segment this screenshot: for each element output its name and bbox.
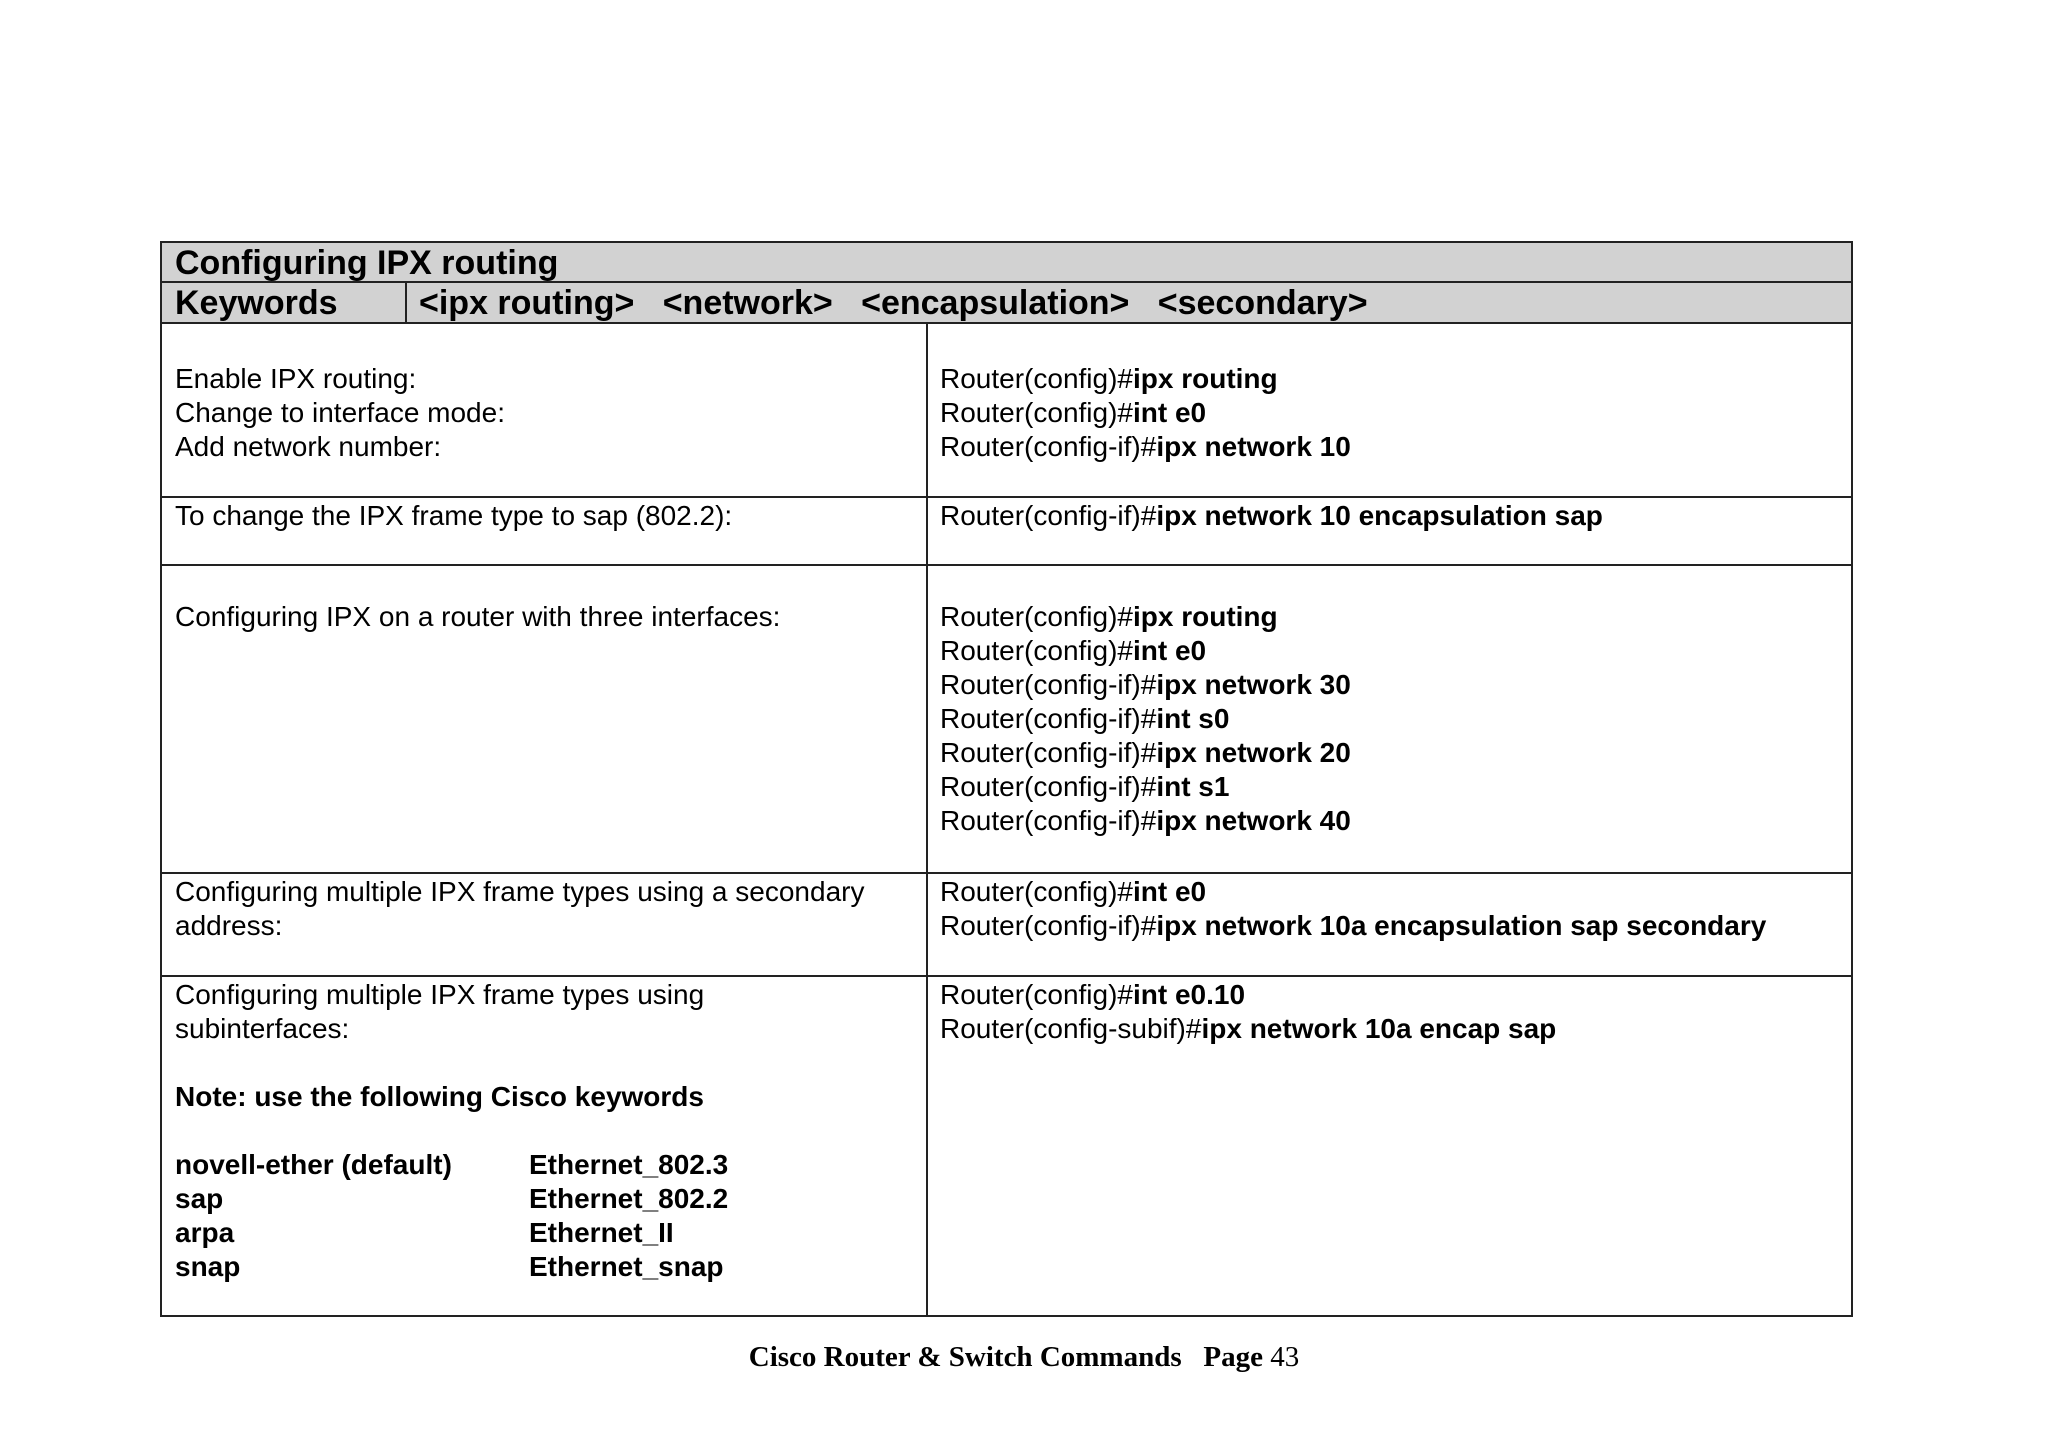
command-prompt: Router(config-if)# [940,669,1157,700]
encap-keyword: arpa [175,1217,235,1248]
description-line: Configuring multiple IPX frame types using [175,979,705,1010]
command-text: ipx network 10 [1156,431,1351,462]
command-line [940,1012,1851,1046]
command-line [940,634,1851,668]
command-prompt: Router(config-if)# [940,703,1157,734]
command-prompt: Router(config-if)# [940,737,1157,768]
table-row [162,977,1851,1315]
command-text: ipx network 30 [1156,669,1351,700]
command-prompt: Router(config)# [940,979,1133,1010]
ipx-routing-table [160,241,1853,1317]
command-prompt: Router(config)# [940,397,1133,428]
frame-type: Ethernet_snap [529,1251,724,1282]
footer-page-label: Page [1203,1341,1263,1373]
encap-keyword: novell-ether (default) [175,1149,452,1180]
list-item [175,1148,916,1182]
command-text: ipx network 10a encap sap [1201,1013,1557,1044]
command-line [940,804,1851,838]
command-cell [928,566,1851,872]
keywords-row [162,283,1851,324]
list-item [175,1250,916,1284]
command-cell [928,324,1851,496]
command-line [940,909,1851,943]
command-line [940,770,1851,804]
description-cell [162,498,928,564]
command-prompt: Router(config)# [940,363,1133,394]
description-line: Enable IPX routing: [175,363,417,394]
encap-keyword: snap [175,1251,241,1282]
command-text: int e0.10 [1132,979,1246,1010]
description-line: Add network number: [175,431,442,462]
description-line: Change to interface mode: [175,397,505,428]
command-text: ipx network 10 encapsulation sap [1156,500,1603,531]
command-prompt: Router(config-if)# [940,805,1157,836]
command-line [940,978,1851,1012]
list-item [175,1182,916,1216]
command-text: int e0 [1132,876,1207,907]
keywords-list: <ipx routing> <network> <encapsulation> <secondary> [419,284,1368,322]
command-text: ipx routing [1132,363,1278,394]
page-footer [0,1341,2048,1374]
frame-type: Ethernet_802.3 [529,1149,729,1180]
command-line [940,430,1851,464]
command-line [940,600,1851,634]
command-prompt: Router(config-if)# [940,910,1157,941]
table-row [162,498,1851,566]
command-line [940,362,1851,396]
frame-type: Ethernet_802.2 [529,1183,729,1214]
list-item [175,1216,916,1250]
keywords-note: Note: use the following Cisco keywords [175,1081,704,1112]
table-row [162,324,1851,498]
keywords-label: Keywords [162,283,407,322]
command-prompt: Router(config)# [940,601,1133,632]
command-cell [928,874,1851,975]
description-cell [162,324,928,496]
command-prompt: Router(config)# [940,876,1133,907]
description-cell [162,874,928,975]
command-line [940,702,1851,736]
command-line [940,736,1851,770]
description-cell [162,977,928,1315]
table-row [162,566,1851,874]
command-cell [928,977,1851,1315]
table-title: Configuring IPX routing [162,243,1851,283]
description-line: To change the IPX frame type to sap (802.2): [175,500,733,531]
footer-page-number: 43 [1270,1341,1300,1373]
footer-title: Cisco Router & Switch Commands [748,1341,1182,1373]
command-text: ipx network 10a encapsulation sap secondary [1156,910,1767,941]
description-line: subinterfaces: [175,1013,350,1044]
description-line: address: [175,910,283,941]
command-line [940,875,1851,909]
command-prompt: Router(config-subif)# [940,1013,1202,1044]
table-row [162,874,1851,977]
command-text: int s1 [1156,771,1230,802]
command-line [940,396,1851,430]
command-text: int e0 [1132,397,1207,428]
command-line [940,499,1851,533]
encap-keyword: sap [175,1183,224,1214]
frame-type: Ethernet_II [529,1217,674,1248]
command-prompt: Router(config-if)# [940,771,1157,802]
description-line: Configuring IPX on a router with three interfaces: [175,601,781,632]
command-text: int s0 [1156,703,1230,734]
command-cell [928,498,1851,564]
command-text: int e0 [1132,635,1207,666]
command-prompt: Router(config-if)# [940,500,1157,531]
command-prompt: Router(config-if)# [940,431,1157,462]
encapsulation-keyword-table [175,1148,916,1284]
command-prompt: Router(config)# [940,635,1133,666]
description-line: Configuring multiple IPX frame types using a secondary [175,876,865,907]
description-cell [162,566,928,872]
command-text: ipx routing [1132,601,1278,632]
command-line [940,668,1851,702]
command-text: ipx network 40 [1156,805,1351,836]
command-text: ipx network 20 [1156,737,1351,768]
